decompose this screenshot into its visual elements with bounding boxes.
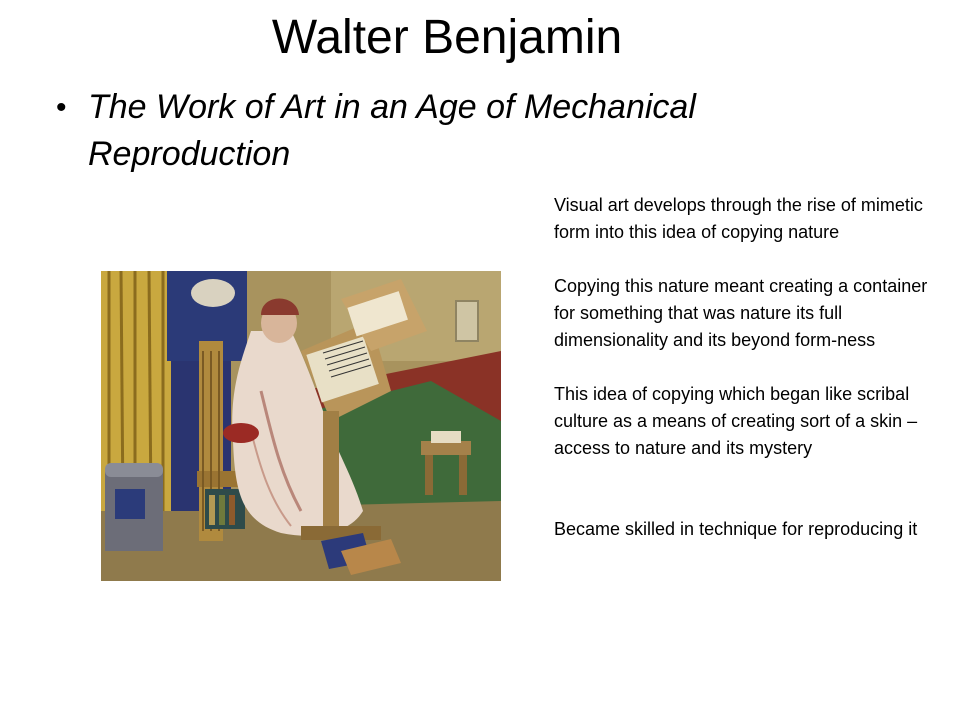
bullet-item [50,84,870,178]
bullet-text: The Work of Art in an Age of Mechanical Reproduction [88,88,696,173]
bullet-marker: • [56,91,67,124]
note-paragraph: Became skilled in technique for reproducing it [554,519,918,539]
note-paragraph: This idea of copying which began like scribal culture as a means of creating sort of a skin – access to nature and its mystery [554,384,918,458]
slide-title: Walter Benjamin [271,11,623,64]
note-paragraph: Copying this nature meant creating a container for something that was nature its full dimensionality and its beyond form-ness [554,276,928,350]
note-paragraph: Visual art develops through the rise of mimetic form into this idea of copying nature [554,195,923,242]
notes-text-block [554,192,934,543]
scribe-painting-image [101,271,501,581]
